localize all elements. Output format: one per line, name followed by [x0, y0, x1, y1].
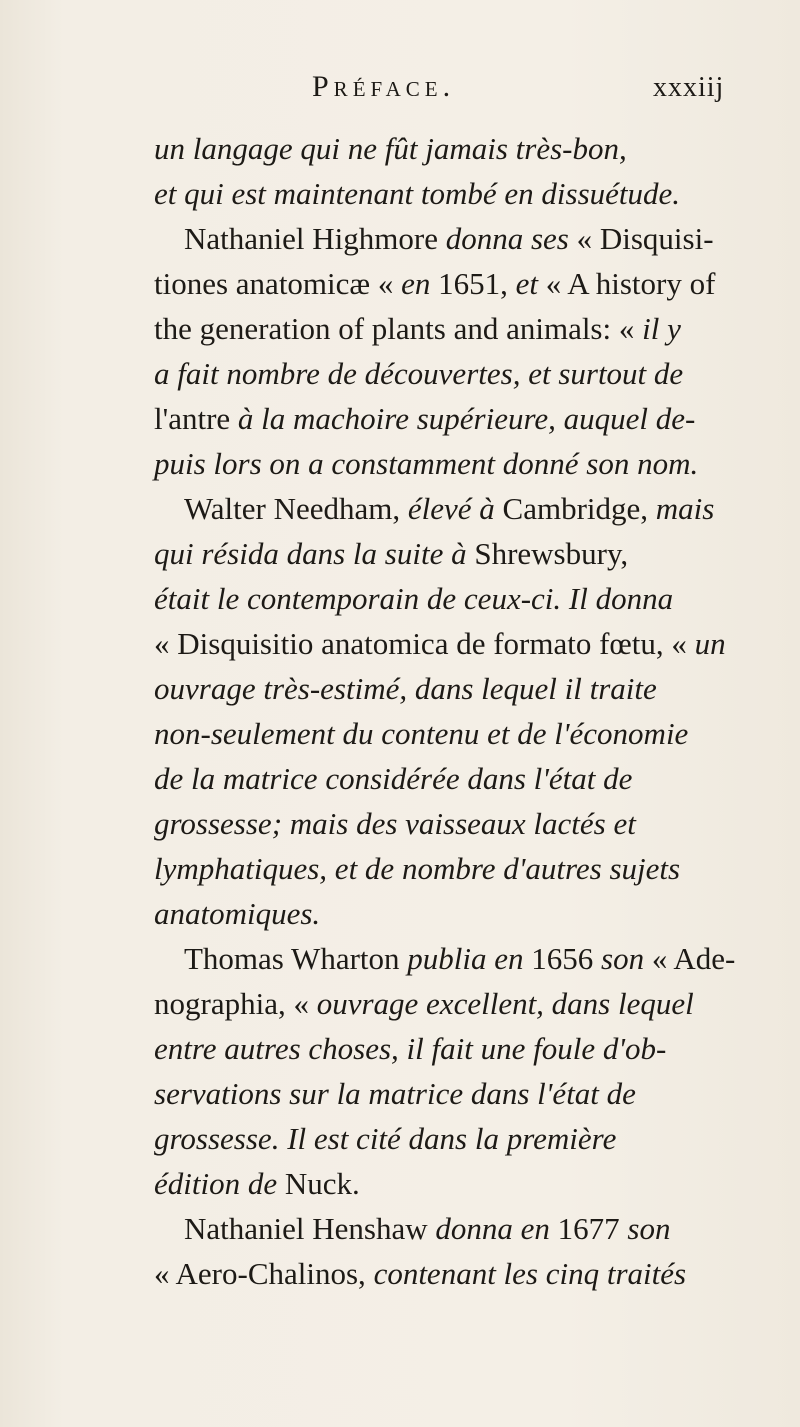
italic-text: et [515, 266, 546, 301]
roman-text: Thomas Wharton [184, 941, 408, 976]
italic-text: qui résida dans la suite à [154, 536, 475, 571]
text-line [154, 621, 729, 666]
italic-text: non-seulement du contenu et de l'économie [154, 716, 689, 751]
text-line [154, 1251, 729, 1296]
text-line [154, 981, 729, 1026]
italic-text: de la matrice considérée dans l'état de [154, 761, 633, 796]
text-line [154, 171, 729, 216]
roman-text: « Aero-Chalinos, [154, 1256, 374, 1291]
text-line [154, 576, 729, 621]
text-line [154, 801, 729, 846]
text-line [154, 216, 729, 261]
roman-text: « A history of [545, 266, 716, 301]
italic-text: mais [655, 491, 715, 526]
italic-text: a fait nombre de découvertes, et surtout de [154, 356, 684, 391]
roman-text: « Disquisi- [576, 221, 714, 256]
italic-text: publia en [407, 941, 532, 976]
italic-text: son [627, 1211, 671, 1246]
italic-text: ouvrage excellent, dans lequel [316, 986, 694, 1021]
roman-text: 1651, [438, 266, 516, 301]
italic-text: à la machoire supérieure, auquel de- [237, 401, 696, 436]
italic-text: un langage qui ne fût jamais très-bon, [154, 131, 627, 166]
text-line [154, 486, 729, 531]
roman-text: « Disquisitio anatomica de formato fœtu, « [154, 626, 695, 661]
roman-text: Nathaniel Henshaw [184, 1211, 436, 1246]
italic-text: son [601, 941, 652, 976]
text-line [154, 666, 729, 711]
italic-text: élevé à [407, 491, 503, 526]
text-line [154, 711, 729, 756]
text-line [154, 441, 729, 486]
text-line [154, 1161, 729, 1206]
text-line [154, 891, 729, 936]
text-line [154, 531, 729, 576]
paragraph [154, 216, 729, 486]
roman-text: the generation of plants and animals: « [154, 311, 643, 346]
italic-text: anatomiques. [154, 896, 321, 931]
italic-text: édition de [154, 1166, 285, 1201]
roman-text: « Ade- [651, 941, 736, 976]
running-title: Préface. [312, 70, 456, 103]
italic-text: servations sur la matrice dans l'état de [154, 1076, 636, 1111]
italic-text: lymphatiques, et de nombre d'autres sujets [154, 851, 681, 886]
italic-text: était le contemporain de ceux-ci. Il donna [154, 581, 674, 616]
roman-text: l'antre [154, 401, 238, 436]
text-line [154, 936, 736, 981]
text-line [154, 1026, 729, 1071]
roman-text: Shrewsbury, [474, 536, 629, 571]
roman-text: Walter Needham, [184, 491, 408, 526]
roman-text: tiones anatomicæ « [154, 266, 402, 301]
paragraph [154, 936, 736, 1206]
roman-text: nographia, « [154, 986, 317, 1021]
italic-text: entre autres choses, il fait une foule d'ob- [154, 1031, 667, 1066]
italic-text: grossesse; mais des vaisseaux lactés et [154, 806, 636, 841]
text-line [154, 261, 729, 306]
italic-text: puis lors on a constamment donné son nom. [154, 446, 699, 481]
italic-text: il y [642, 311, 681, 346]
text-line [154, 1206, 729, 1251]
italic-text: et qui est maintenant tombé en dissuétude. [154, 176, 681, 211]
italic-text: donna en [435, 1211, 558, 1246]
roman-text: Nuck. [284, 1166, 360, 1201]
paragraph [154, 126, 729, 216]
roman-text: 1656 [531, 941, 602, 976]
text-line [154, 396, 729, 441]
roman-text: Nathaniel Highmore [184, 221, 446, 256]
text-line [154, 846, 729, 891]
page-header [0, 70, 800, 120]
text-line [154, 1071, 729, 1116]
text-line [154, 756, 729, 801]
text-line [154, 351, 729, 396]
text-line [154, 1116, 729, 1161]
paragraph [154, 486, 729, 936]
roman-text: 1677 [557, 1211, 628, 1246]
italic-text: ouvrage très-estimé, dans lequel il traite [154, 671, 657, 706]
italic-text: donna ses [445, 221, 577, 256]
text-line [154, 126, 729, 171]
italic-text: un [694, 626, 726, 661]
italic-text: en [401, 266, 439, 301]
body-text [154, 126, 736, 1296]
text-line [154, 306, 729, 351]
paragraph [154, 1206, 729, 1296]
italic-text: grossesse. Il est cité dans la première [154, 1121, 617, 1156]
roman-text: Cambridge, [502, 491, 656, 526]
page-number: xxxiij [653, 72, 725, 103]
italic-text: contenant les cinq traités [373, 1256, 687, 1291]
